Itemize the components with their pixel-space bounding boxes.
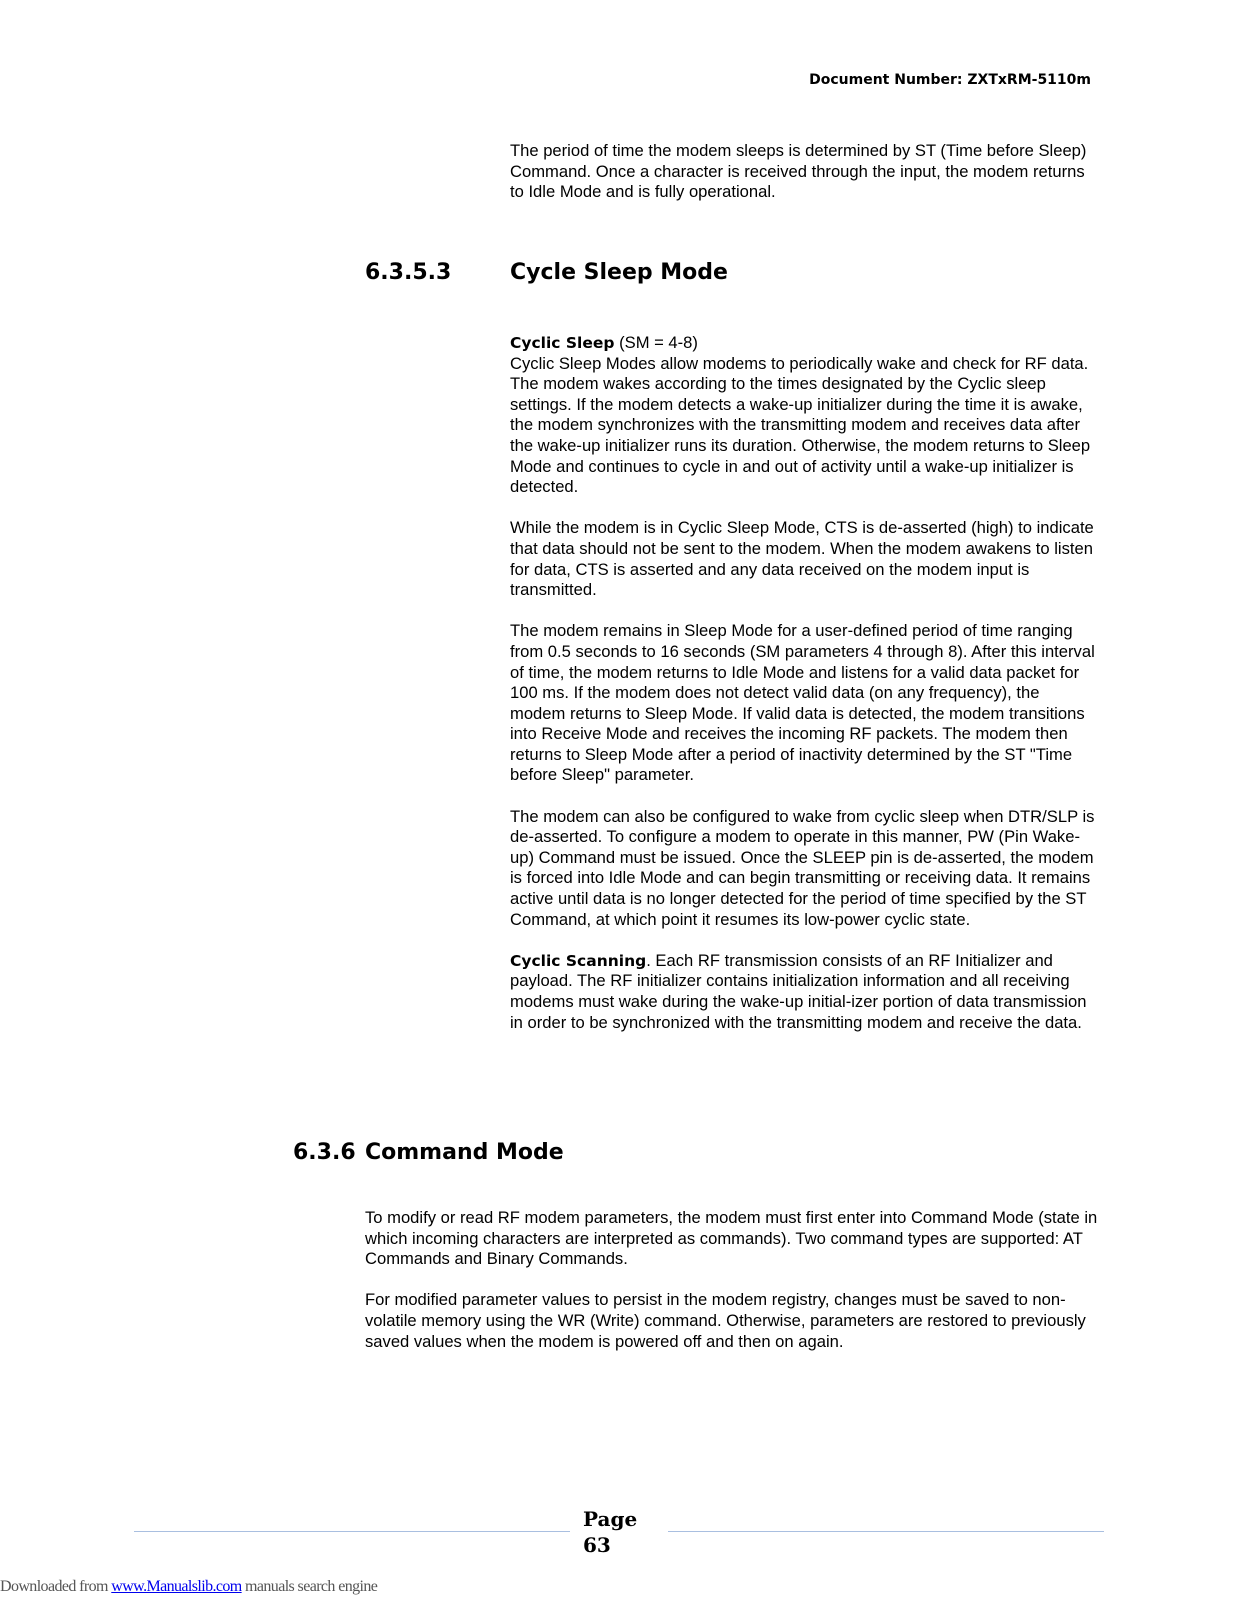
page-word: Page xyxy=(583,1507,638,1531)
cyclic-sleep-text: Cyclic Sleep Modes allow modems to periodically wake and check for RF data. The modem wakes according to the times designated by the Cyclic sleep settings. If the modem detects a wake-up initializer during the time it is awake, the modem synchronizes with the transmitting modem and receives data after the wake-up initializer runs its duration. Otherwise, the modem returns to Sleep Mode and continues to cycle in and out of activity until a wake-up initializer is detected. xyxy=(510,353,1091,497)
section-number: 6.3.5.3 xyxy=(365,260,452,285)
section-number: 6.3.6 xyxy=(293,1140,356,1165)
cyclic-sleep-suffix: (SM = 4-8) xyxy=(614,333,698,352)
command-mode-paragraph: To modify or read RF modem parameters, the modem must first enter into Command Mode (state in which incoming characters are interpreted as commands). Two command types are supported: AT Commands and Binary Commands. xyxy=(365,1208,1098,1269)
sleep-interval-paragraph: The modem remains in Sleep Mode for a user-defined period of time ranging from 0.5 seconds to 16 seconds (SM parameters 4 through 8). After this interval of time, the modem returns to Idle Mode and listens for a valid data packet for 100 ms. If the modem does not detect valid data (on any frequency), the modem returns to Sleep Mode. If valid data is detected, the modem transitions into Receive Mode and receives the incoming RF packets. The modem then returns to Sleep Mode after a period of inactivity determined by the ST "Time before Sleep" parameter. xyxy=(510,621,1095,785)
manualslib-link[interactable]: www.Manualslib.com xyxy=(111,1578,242,1595)
cyclic-scanning-paragraph xyxy=(510,951,1096,1033)
footer-divider-left xyxy=(134,1531,570,1532)
persist-paragraph: For modified parameter values to persist in the modem registry, changes must be saved to non-volatile memory using the WR (Write) command. Otherwise, parameters are restored to previously saved values when the modem is powered off and then on again. xyxy=(365,1290,1086,1351)
cyclic-scanning-lead: Cyclic Scanning xyxy=(510,951,647,970)
command-mode-body xyxy=(365,1208,1100,1352)
intro-paragraph: The period of time the modem sleeps is determined by ST (Time before Sleep) Command. Once a character is received through the input, the modem returns to Idle Mode and is fully operational. xyxy=(510,141,1087,202)
pin-wakeup-paragraph: The modem can also be configured to wake from cyclic sleep when DTR/SLP is de-asserted. To configure a modem to operate in this manner, PW (Pin Wake-up) Command must be issued. Once the SLEEP pin is de-asserted, the modem is forced into Idle Mode and can begin transmitting or receiving data. It remains active until data is no longer detected for the period of time specified by the ST Command, at which point it resumes its low-power cyclic state. xyxy=(510,806,1095,929)
footer-divider-right xyxy=(668,1531,1104,1532)
cts-paragraph: While the modem is in Cyclic Sleep Mode, CTS is de-asserted (high) to indicate that data should not be sent to the modem. When the modem awakens to listen for data, CTS is asserted and any data received on the modem input is transmitted. xyxy=(510,518,1094,600)
cyclic-sleep-paragraph xyxy=(510,333,1096,498)
download-prefix: Downloaded from xyxy=(0,1578,112,1595)
download-suffix: manuals search engine xyxy=(241,1578,378,1595)
cycle-sleep-body xyxy=(510,333,1096,1033)
page-number xyxy=(583,1506,637,1558)
cyclic-sleep-lead: Cyclic Sleep xyxy=(510,334,615,352)
cyclic-scanning-text: . Each RF transmission consists of an RF Initializer and payload. The RF initializer contains initialization information and all receiving modems must wake during the wake-up initial-izer portion of data transmission in order to be synchronized with the transmitting modem and receive the data. xyxy=(510,950,1087,1032)
section-title: Command Mode xyxy=(365,1140,564,1165)
page-number-value: 63 xyxy=(583,1533,611,1557)
document-number: Document Number: ZXTxRM-5110m xyxy=(809,72,1091,88)
section-title: Cycle Sleep Mode xyxy=(510,260,728,285)
download-notice xyxy=(0,1578,377,1596)
